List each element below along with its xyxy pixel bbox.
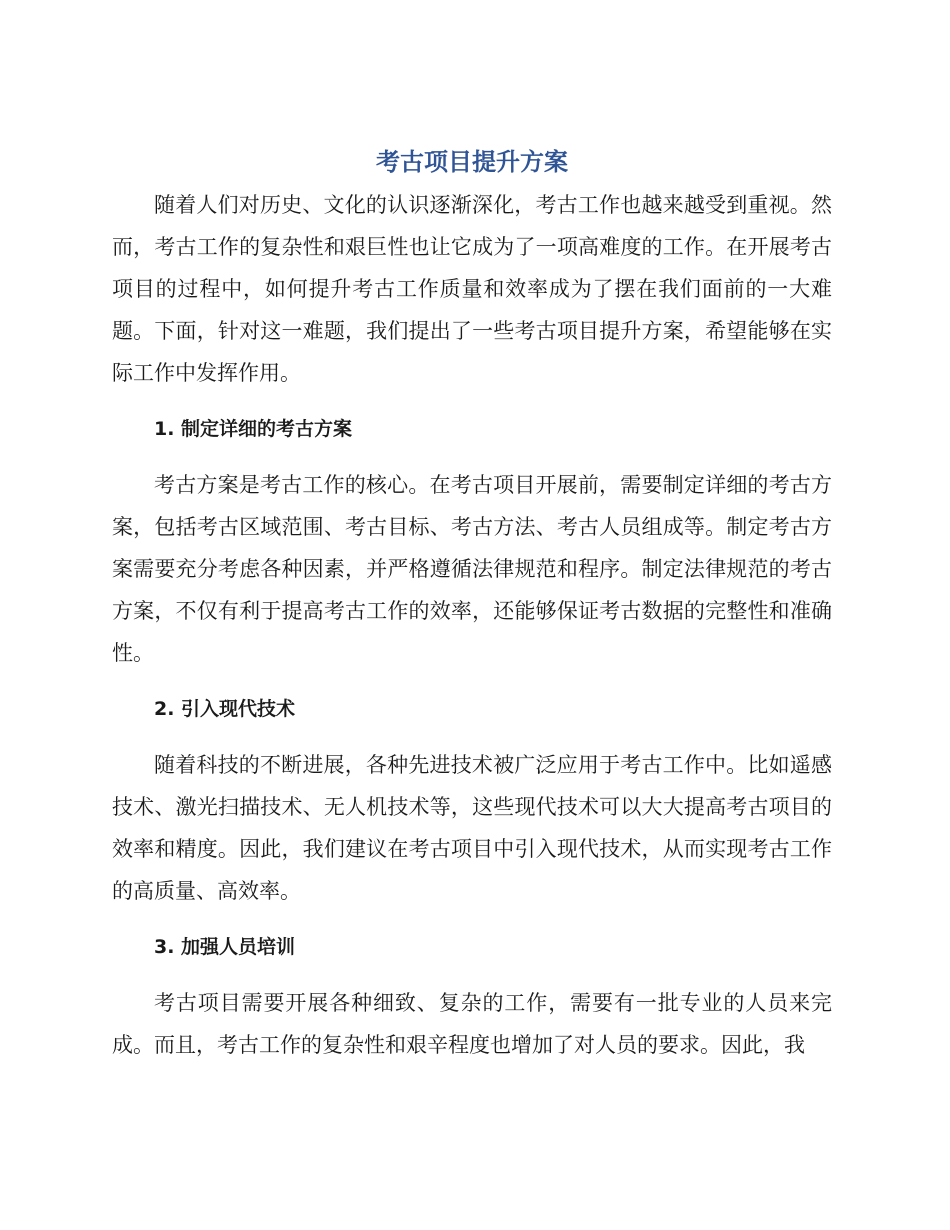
section-heading-1: 1. 制定详细的考古方案 xyxy=(154,418,353,440)
section-body-1: 考古方案是考古工作的核心。在考古项目开展前，需要制定详细的考古方案，包括考古区域范围、考古目标、考古方法、考古人员组成等。制定考古方案需要充分考虑各种因素，并严格遵循法律规范和程序。制定法律规范的考古方案，不仅有利于提高考古工作的效率，还能够保证考古数据的完整性和准确性。 xyxy=(112,473,832,665)
document-page xyxy=(112,140,832,1066)
section-heading-3: 3. 加强人员培训 xyxy=(154,936,296,958)
section-body-2: 随着科技的不断进展，各种先进技术被广泛应用于考古工作中。比如遥感技术、激光扫描技术、无人机技术等，这些现代技术可以大大提高考古项目的效率和精度。因此，我们建议在考古项目中引入现代技术，从而实现考古工作的高质量、高效率。 xyxy=(112,753,832,903)
intro-paragraph: 随着人们对历史、文化的认识逐渐深化，考古工作也越来越受到重视。然而，考古工作的复杂性和艰巨性也让它成为了一项高难度的工作。在开展考古项目的过程中，如何提升考古工作质量和效率成为了摆在我们面前的一大难题。下面，针对这一难题，我们提出了一些考古项目提升方案，希望能够在实际工作中发挥作用。 xyxy=(112,193,832,385)
section-heading-2: 2. 引入现代技术 xyxy=(154,698,296,720)
section-body-3: 考古项目需要开展各种细致、复杂的工作，需要有一批专业的人员来完成。而且，考古工作的复杂性和艰辛程度也增加了对人员的要求。因此，我 xyxy=(112,991,832,1057)
document-title: 考古项目提升方案 xyxy=(376,148,568,176)
